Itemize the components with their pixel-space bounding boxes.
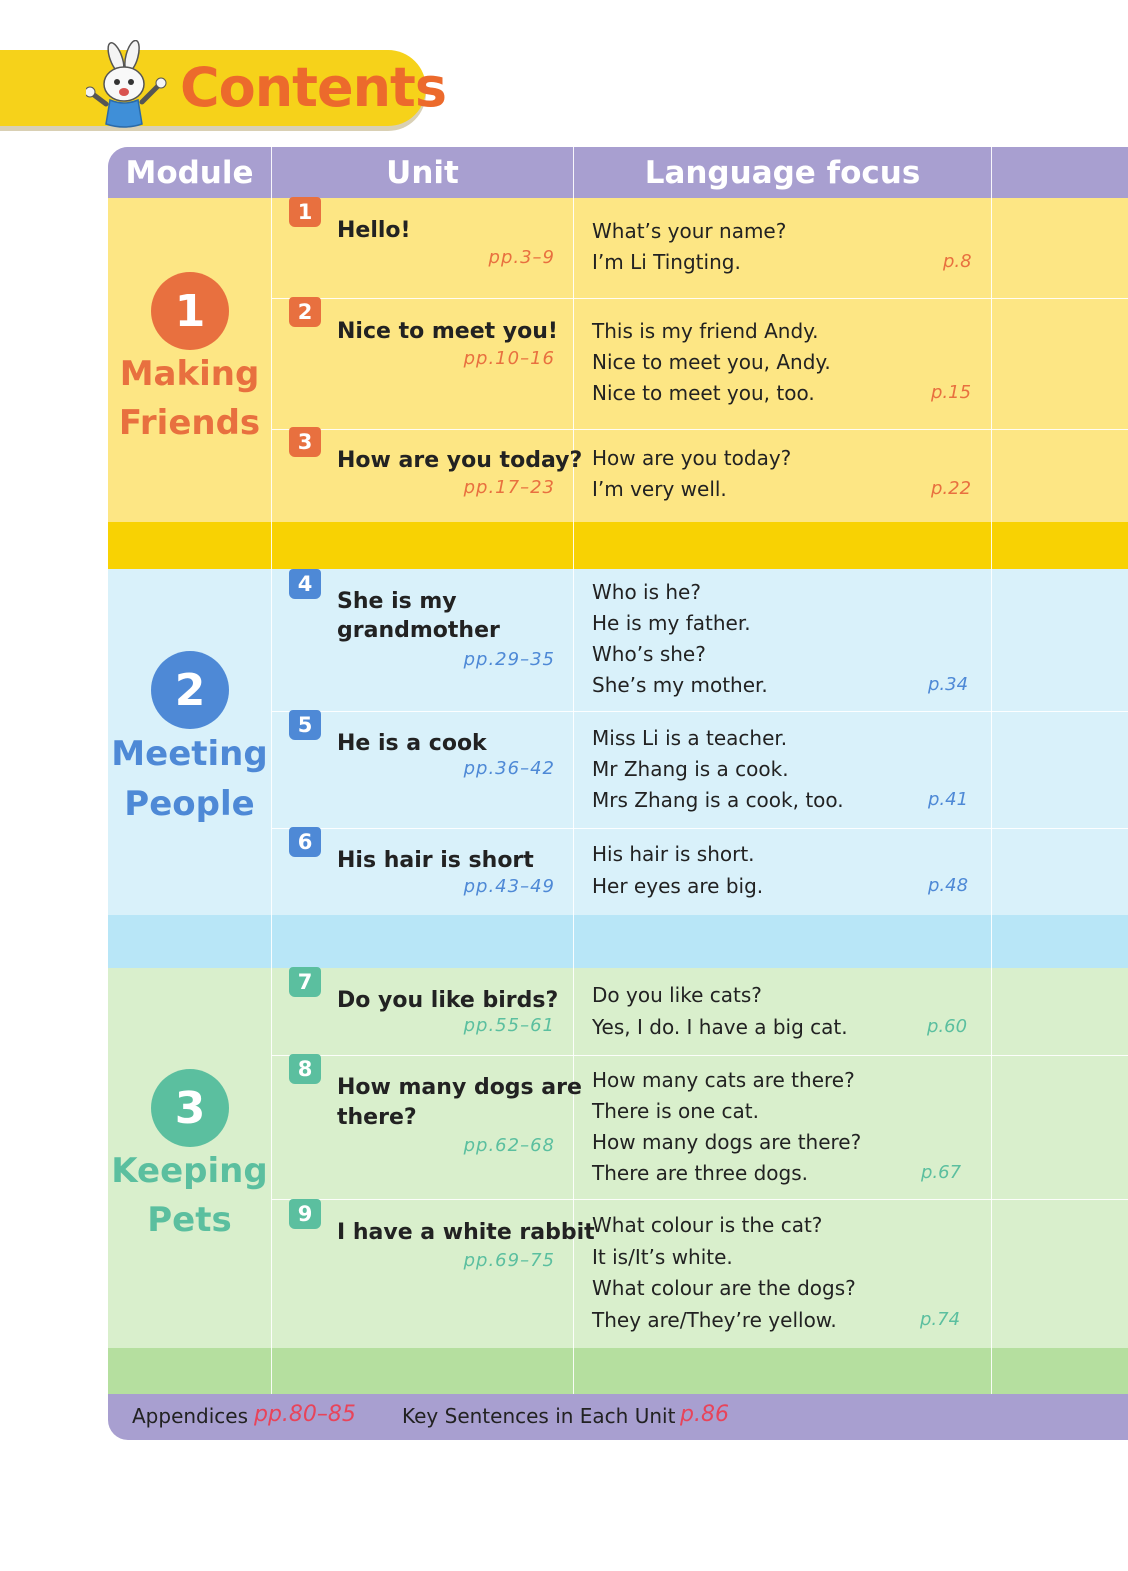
unit-2-page-ref: p.15 (931, 382, 972, 403)
unit-2-focus-2: Nice to meet you, Andy. (592, 350, 831, 374)
unit-2-pages: pp.10–16 (463, 348, 555, 369)
module-3-name-line2: Pets (147, 1200, 232, 1240)
unit-8-pages: pp.62–68 (463, 1135, 555, 1156)
unit-3-focus-2: I’m very well. (592, 477, 727, 501)
module-1-spacer (108, 522, 1128, 569)
unit-5-pages: pp.36–42 (463, 758, 555, 779)
module-2-name-line2: People (124, 784, 255, 824)
unit-8-title-line2: there? (337, 1105, 417, 1130)
unit-5-page-ref: p.41 (928, 789, 969, 810)
unit-6-title: His hair is short (337, 848, 534, 873)
unit-3-pages: pp.17–23 (463, 477, 555, 498)
module-3-name-line1: Keeping (111, 1151, 268, 1191)
unit-6-pages: pp.43–49 (463, 876, 555, 897)
unit-8-focus-4: There are three dogs. (592, 1161, 809, 1185)
module-2-spacer (108, 915, 1128, 968)
module-1-number: 1 (151, 272, 229, 350)
unit-9-focus-2: It is/It’s white. (592, 1245, 733, 1269)
unit-7-focus-1: Do you like cats? (592, 983, 762, 1007)
unit-7-pages: pp.55–61 (463, 1015, 555, 1036)
unit-4-focus-3: Who’s she? (592, 642, 706, 666)
column-divider (991, 147, 992, 1394)
unit-6-badge: 6 (289, 827, 321, 857)
unit-6-page-ref: p.48 (928, 875, 969, 896)
unit-9-focus-1: What colour is the cat? (592, 1213, 823, 1237)
unit-9-focus-3: What colour are the dogs? (592, 1276, 856, 1300)
unit-3-title: How are you today? (337, 448, 583, 473)
column-divider (573, 147, 574, 1394)
title-banner (0, 50, 447, 130)
unit-8-focus-1: How many cats are there? (592, 1068, 855, 1092)
row-divider (272, 711, 1128, 712)
unit-1-title: Hello! (337, 218, 411, 243)
unit-9-badge: 9 (289, 1199, 321, 1229)
unit-5-focus-1: Miss Li is a teacher. (592, 726, 788, 750)
unit-8-title-line1: How many dogs are (337, 1075, 582, 1100)
module-3-number: 3 (151, 1069, 229, 1147)
page-title: Contents (180, 56, 447, 119)
unit-4-title-line2: grandmother (337, 618, 500, 643)
unit-4-page-ref: p.34 (928, 674, 969, 695)
contents-table (108, 147, 1128, 1441)
module-3-spacer (108, 1348, 1128, 1394)
module-2-number: 2 (151, 651, 229, 729)
unit-1-page-ref: p.8 (943, 251, 972, 272)
unit-3-focus-1: How are you today? (592, 446, 792, 470)
unit-4-title-line1: She is my (337, 589, 457, 614)
unit-1-focus-1: What’s your name? (592, 219, 787, 243)
unit-8-badge: 8 (289, 1054, 321, 1084)
unit-7-title: Do you like birds? (337, 988, 559, 1013)
unit-9-focus-4: They are/They’re yellow. (592, 1308, 837, 1332)
unit-3-page-ref: p.22 (931, 478, 972, 499)
unit-4-focus-4: She’s my mother. (592, 673, 768, 697)
unit-3-badge: 3 (289, 427, 321, 457)
key-sentences-page: p.86 (680, 1402, 729, 1427)
unit-6-focus-2: Her eyes are big. (592, 874, 764, 898)
key-sentences-label: Key Sentences in Each Unit (402, 1404, 676, 1428)
appendices-label: Appendices (132, 1404, 249, 1428)
unit-5-focus-3: Mrs Zhang is a cook, too. (592, 788, 844, 812)
unit-1-focus-2: I’m Li Tingting. (592, 250, 741, 274)
module-1-name-line1: Making (119, 354, 260, 394)
unit-9-title: I have a white rabbit (337, 1220, 595, 1245)
header-language-focus: Language focus (574, 147, 991, 198)
unit-4-focus-1: Who is he? (592, 580, 701, 604)
unit-1-badge: 1 (289, 197, 321, 227)
unit-4-badge: 4 (289, 569, 321, 599)
unit-2-focus-3: Nice to meet you, too. (592, 381, 815, 405)
unit-2-title: Nice to meet you! (337, 319, 558, 344)
unit-8-page-ref: p.67 (921, 1162, 962, 1183)
row-divider (272, 1055, 1128, 1056)
rabbit-mascot-icon (86, 40, 178, 132)
column-divider (271, 147, 272, 1394)
row-divider (272, 429, 1128, 430)
unit-2-focus-1: This is my friend Andy. (592, 319, 819, 343)
unit-4-focus-2: He is my father. (592, 611, 751, 635)
row-divider (272, 298, 1128, 299)
unit-2-badge: 2 (289, 297, 321, 327)
unit-8-focus-2: There is one cat. (592, 1099, 760, 1123)
unit-7-badge: 7 (289, 967, 321, 997)
unit-5-badge: 5 (289, 710, 321, 740)
unit-9-pages: pp.69–75 (463, 1250, 555, 1271)
header-unit: Unit (272, 147, 573, 198)
unit-7-page-ref: p.60 (927, 1016, 968, 1037)
module-1-name-line2: Friends (118, 403, 261, 443)
module-2-name-line1: Meeting (111, 734, 268, 774)
unit-1-pages: pp.3–9 (488, 247, 555, 268)
unit-5-focus-2: Mr Zhang is a cook. (592, 757, 789, 781)
unit-8-focus-3: How many dogs are there? (592, 1130, 862, 1154)
row-divider (272, 828, 1128, 829)
header-module: Module (108, 147, 271, 198)
unit-4-pages: pp.29–35 (463, 649, 555, 670)
appendices-pages: pp.80–85 (254, 1402, 356, 1427)
unit-9-page-ref: p.74 (920, 1309, 961, 1330)
row-divider (272, 1199, 1128, 1200)
appendices-bar (108, 1394, 1128, 1440)
unit-5-title: He is a cook (337, 731, 487, 756)
unit-7-focus-2: Yes, I do. I have a big cat. (592, 1015, 848, 1039)
unit-6-focus-1: His hair is short. (592, 842, 755, 866)
